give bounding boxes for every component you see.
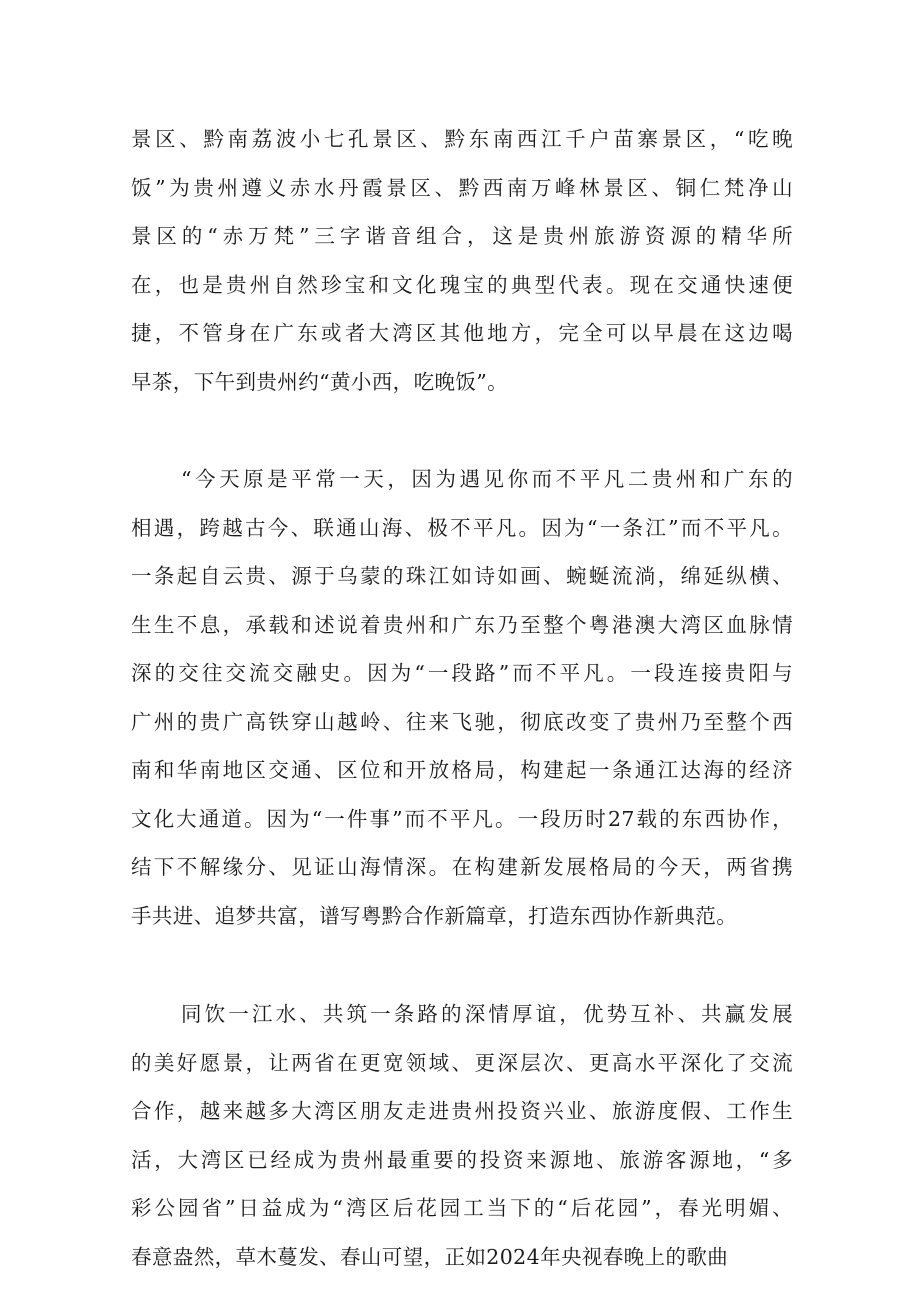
text-line: 同饮一江水、共筑一条路的深情厚谊，优势互补、共赢发展 [181,1002,793,1026]
text-line: 景区、黔南荔波小七孔景区、黔东南西江千户苗寨景区，“吃晚 [131,127,793,151]
text-line: 的美好愿景，让两省在更宽领域、更深层次、更高水平深化了交流 [131,1050,793,1075]
text-line: 饭”为贵州遵义赤水丹霞景区、黔西南万峰林景区、铜仁梵净山 [131,175,793,200]
text-line: 早茶，下午到贵州约“黄小西，吃晚饭”。 [131,369,509,394]
text-line: 春意盎然，草木蔓发、春山可望，正如2024年央视春晚上的歌曲 [131,1244,729,1269]
paragraph-2 [131,455,793,940]
text-line: 相遇，跨越古今、联通山海、极不平凡。因为“一条江”而不平凡。 [131,515,793,540]
text-line: 广州的贵广高铁穿山越岭、往来飞驰，彻底改变了贵州乃至整个西 [131,709,793,734]
text-line: 文化大通道。因为“一件事”而不平凡。一段历时27载的东西协作， [131,806,793,831]
text-line: 彩公园省”日益成为“湾区后花园工当下的“后花园”，春光明媚、 [131,1196,793,1220]
text-line: 捷，不管身在广东或者大湾区其他地方，完全可以早晨在这边喝 [131,321,793,345]
text-line: 一条起自云贵、源于乌蒙的珠江如诗如画、蜿蜒流淌，绵延纵横、 [131,564,793,588]
text-line: 景区的“赤万梵”三字谐音组合，这是贵州旅游资源的精华所 [131,224,793,248]
text-line: 结下不解缘分、见证山海情深。在构建新发展格局的今天，两省携 [131,855,793,879]
text-line: 深的交往交流交融史。因为“一段路”而不平凡。一段连接贵阳与 [131,661,793,685]
paragraph-3 [131,990,793,1281]
text-line: 活，大湾区已经成为贵州最重要的投资来源地、旅游客源地，“多 [131,1147,793,1172]
text-line: 合作，越来越多大湾区朋友走进贵州投资兴业、旅游度假、工作生 [131,1099,793,1123]
text-line: 南和华南地区交通、区位和开放格局，构建起一条通江达海的经济 [131,758,793,782]
text-line: 生生不息，承载和述说着贵州和广东乃至整个粤港澳大湾区血脉情 [131,612,793,637]
text-line: “今天原是平常一天，因为遇见你而不平凡二贵州和广东的 [181,467,793,491]
paragraph-1 [131,115,793,406]
text-line: 在，也是贵州自然珍宝和文化瑰宝的典型代表。现在交通快速便 [131,272,793,297]
text-line: 手共进、追梦共富，谱写粤黔合作新篇章，打造东西协作新典范。 [131,903,738,928]
